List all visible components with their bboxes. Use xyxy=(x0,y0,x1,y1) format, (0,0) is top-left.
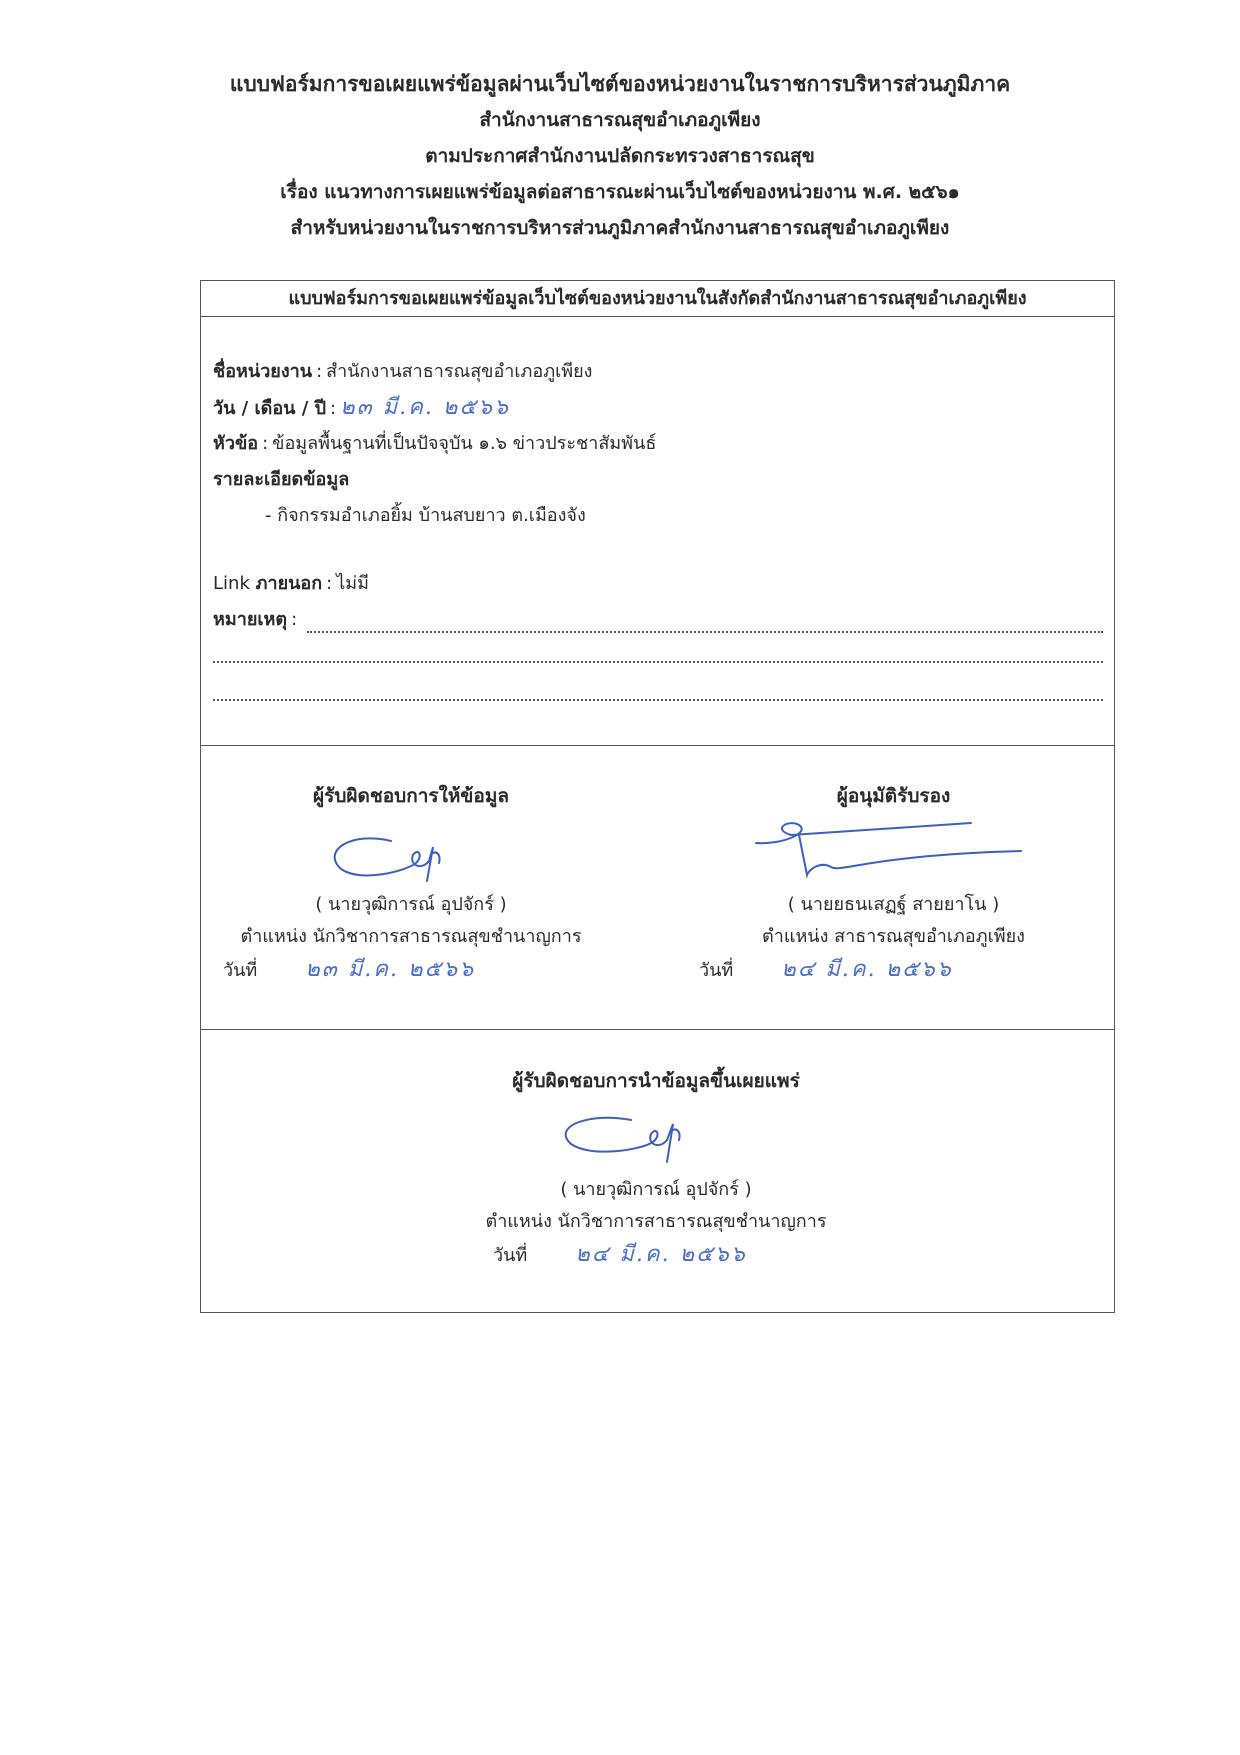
publisher-date-value: ๒๔ มี.ค. ๒๕๖๖ xyxy=(575,1242,747,1267)
publisher-position: ตำแหน่ง นักวิชาการสาธารณสุขชำนาญการ xyxy=(485,1211,827,1232)
provider-date-value: ๒๓ มี.ค. ๒๕๖๖ xyxy=(305,957,476,982)
provider-date-line xyxy=(201,953,621,988)
approver-date-label: วันที่ xyxy=(699,960,734,981)
provider-name: ( นายวุฒิการณ์ อุปจักร์ ) xyxy=(315,894,507,915)
note-dotted-line-3 xyxy=(213,699,1103,701)
approver-position: ตำแหน่ง สาธารณสุขอำเภอภูเพียง xyxy=(762,926,1025,947)
provider-signature-block xyxy=(201,781,621,988)
form-box-title: แบบฟอร์มการขอเผยแพร่ข้อมูลเว็บไซต์ของหน่วยงานในสังกัดสำนักงานสาธารณสุขอำเภอภูเพียง xyxy=(201,281,1114,317)
colon: : xyxy=(262,433,269,454)
header-line-1: แบบฟอร์มการขอเผยแพร่ข้อมูลผ่านเว็บไซต์ของหน่วยงานในราชการบริหารส่วนภูมิภาค xyxy=(229,72,1011,96)
detail-label: รายละเอียดข้อมูล xyxy=(213,469,350,490)
publisher-date-label: วันที่ xyxy=(493,1245,528,1266)
document-header xyxy=(150,66,1090,246)
link-label-prefix: Link xyxy=(213,573,250,594)
note-label: หมายเหตุ xyxy=(213,609,288,630)
publisher-date-line xyxy=(431,1238,881,1273)
link-field xyxy=(213,571,369,597)
note-dotted-line xyxy=(307,613,1103,633)
section-divider xyxy=(201,745,1114,746)
date-label: วัน / เดือน / ปี xyxy=(213,398,327,419)
link-value: ไม่มี xyxy=(336,573,370,594)
colon: : xyxy=(330,398,337,419)
note-field xyxy=(213,607,1103,633)
publisher-signature-block xyxy=(431,1066,881,1273)
unit-name-field xyxy=(213,359,592,385)
publisher-signature-area xyxy=(431,1096,881,1174)
colon: : xyxy=(291,609,298,630)
topic-field xyxy=(213,431,656,457)
approver-date-value: ๒๔ มี.ค. ๒๕๖๖ xyxy=(781,957,953,982)
note-dotted-line-2 xyxy=(213,661,1103,663)
topic-label: หัวข้อ xyxy=(213,433,259,454)
approver-title: ผู้อนุมัติรับรอง xyxy=(836,785,951,807)
publisher-name: ( นายวุฒิการณ์ อุปจักร์ ) xyxy=(560,1179,752,1200)
form-box xyxy=(200,280,1115,1313)
header-line-2: สำนักงานสาธารณสุขอำเภอภูเพียง xyxy=(479,109,761,131)
provider-date-label: วันที่ xyxy=(223,960,258,981)
provider-title: ผู้รับผิดชอบการให้ข้อมูล xyxy=(313,785,509,807)
approver-signature-block xyxy=(671,781,1116,988)
provider-signature-area xyxy=(201,811,621,889)
publisher-title: ผู้รับผิดชอบการนำข้อมูลขึ้นเผยแพร่ xyxy=(512,1070,800,1092)
unit-name-value: สำนักงานสาธารณสุขอำเภอภูเพียง xyxy=(326,361,593,382)
date-value-handwritten: ๒๓ มี.ค. ๒๕๖๖ xyxy=(340,395,510,420)
provider-position: ตำแหน่ง นักวิชาการสาธารณสุขชำนาญการ xyxy=(240,926,582,947)
approver-signature-image xyxy=(671,811,1116,889)
approver-signature-area xyxy=(671,811,1116,889)
header-line-3: ตามประกาศสำนักงานปลัดกระทรวงสาธารณสุข xyxy=(425,145,815,167)
approver-date-line xyxy=(671,953,1116,988)
topic-value: ข้อมูลพื้นฐานที่เป็นปัจจุบัน ๑.๖ ข่าวประชาสัมพันธ์ xyxy=(272,433,657,454)
section-divider xyxy=(201,1029,1114,1030)
date-field xyxy=(213,395,510,422)
detail-field xyxy=(213,467,349,493)
detail-item: - กิจกรรมอำเภอยิ้ม บ้านสบยาว ต.เมืองจัง xyxy=(265,505,586,526)
colon: : xyxy=(326,573,333,594)
unit-name-label: ชื่อหน่วยงาน xyxy=(213,361,313,382)
header-line-4: เรื่อง แนวทางการเผยแพร่ข้อมูลต่อสาธารณะผ่านเว็บไซต์ของหน่วยงาน พ.ศ. ๒๕๖๑ xyxy=(280,181,960,203)
header-line-5: สำหรับหน่วยงานในราชการบริหารส่วนภูมิภาคสำนักงานสาธารณสุขอำเภอภูเพียง xyxy=(290,217,950,239)
link-label: ภายนอก xyxy=(255,573,323,594)
approver-name: ( นายยธนเสฏฐ์ สายยาโน ) xyxy=(787,894,1000,915)
provider-signature-image xyxy=(201,811,621,889)
publisher-signature-image xyxy=(431,1096,881,1174)
colon: : xyxy=(316,361,323,382)
